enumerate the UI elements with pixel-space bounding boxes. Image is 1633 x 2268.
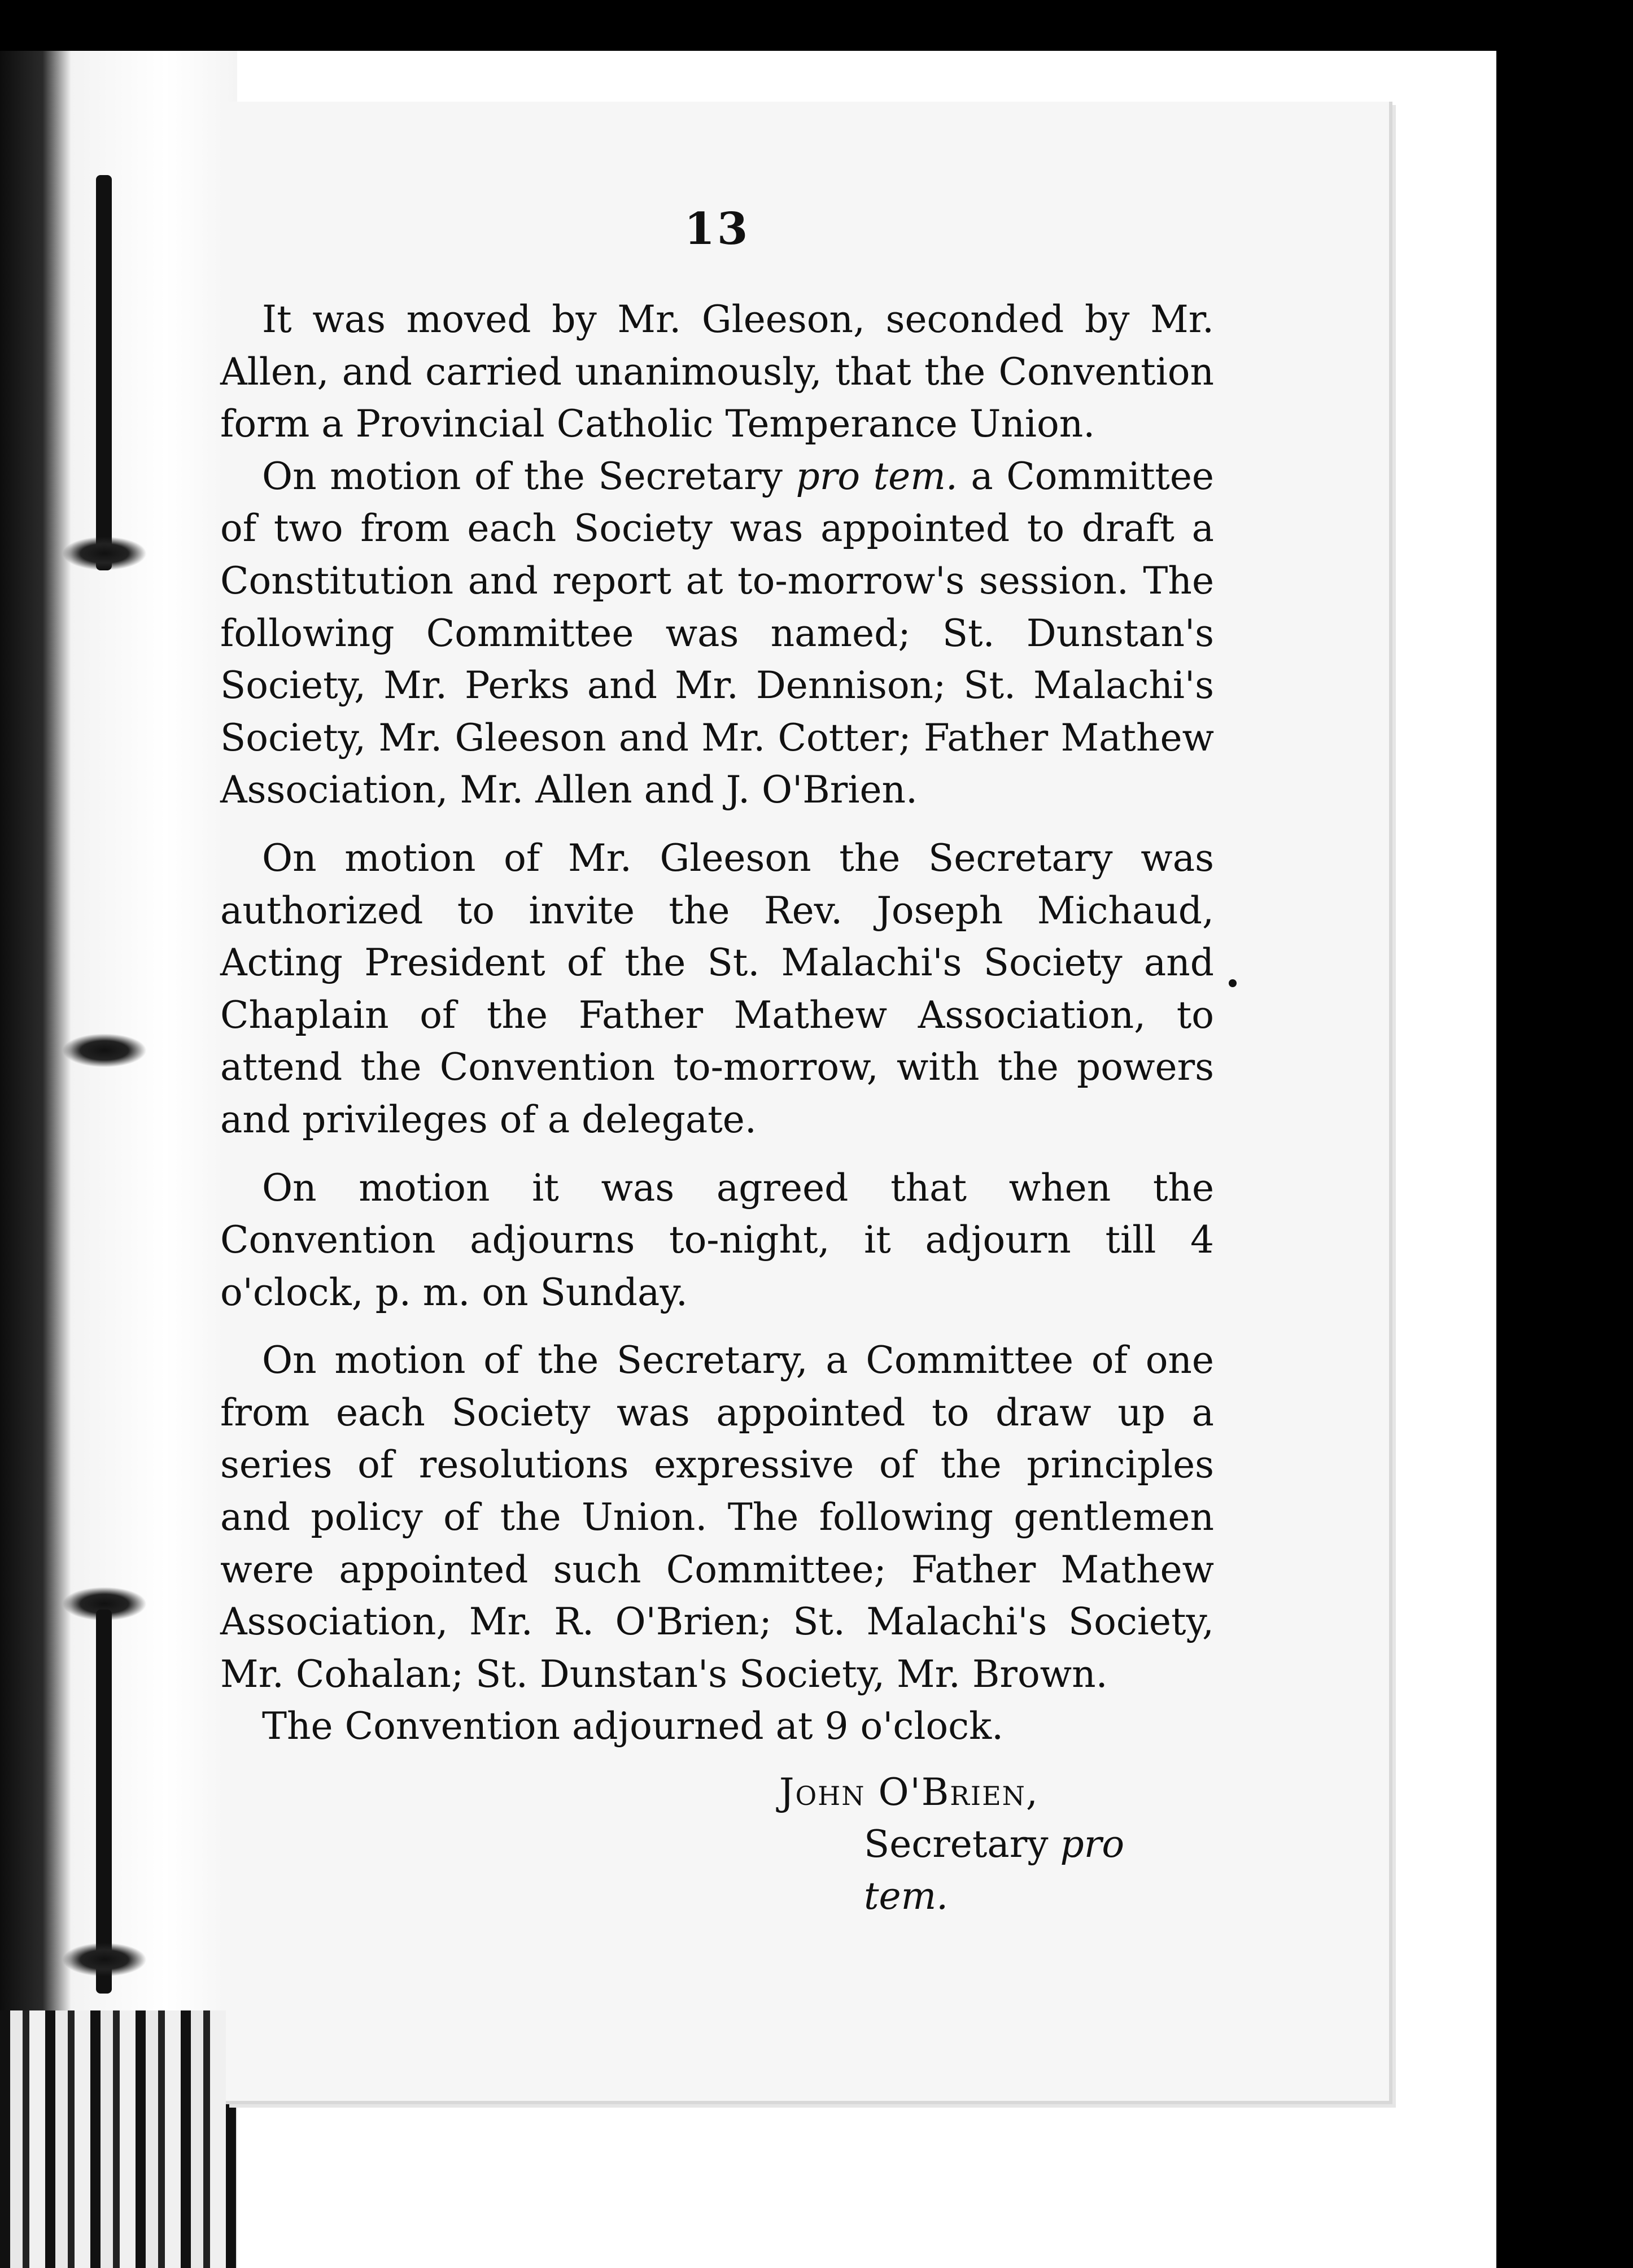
- paragraph: [220, 451, 1214, 817]
- ink-speck: [1229, 979, 1237, 987]
- binding-tuft: [62, 1033, 147, 1067]
- page-number: 13: [684, 203, 750, 255]
- signature-title: [779, 1818, 1208, 1922]
- paragraph: [220, 832, 1214, 1146]
- binding-tuft: [62, 1943, 147, 1977]
- paragraph-text: On motion of the Secretary, a Committee of one from each Society was appointed to draw up a series of resolutions expressive of the principles and policy of the Union. The following gentlemen were appointed such Committee; Father Mathew Association, Mr. R. O'Brien; St. Malachi's Society, Mr. Cohalan; St. Dunstan's Society, Mr. Brown.: [220, 1338, 1214, 1696]
- signature-name: John O'Brien,: [779, 1770, 1039, 1814]
- signature-title-text: Secretary: [864, 1822, 1060, 1866]
- paragraph-text: It was moved by Mr. Gleeson, seconded by Mr. Allen, and carried unanimously, that the Convention form a Provincial Catholic Temperance Union.: [220, 298, 1214, 446]
- binding-stitch: [96, 1610, 112, 1994]
- paragraph: [220, 1162, 1214, 1319]
- signature-block: [779, 1767, 1208, 1922]
- paragraph-italic: pro tem.: [796, 454, 958, 498]
- paragraph: [220, 1334, 1214, 1700]
- binding-stitch: [96, 175, 112, 570]
- paragraph: [220, 294, 1214, 451]
- paragraph-text: On motion of the Secretary: [262, 454, 796, 498]
- paragraph-text: The Convention adjourned at 9 o'clock.: [262, 1704, 1004, 1748]
- paragraph-text: On motion it was agreed that when the Convention adjourns to-night, it adjourn till 4 o'clock, p. m. on Sunday.: [220, 1166, 1214, 1314]
- paragraph: [220, 1700, 1214, 1753]
- binding-strip: [0, 51, 237, 2268]
- binding-edge: [0, 2010, 237, 2268]
- paragraph-text: On motion of Mr. Gleeson the Secretary was authorized to invite the Rev. Joseph Michaud, Acting President of the St. Malachi's Society and Chaplain of the Father Mathew Association, to attend the Convention to-morrow, with the powers and privileges of a delegate.: [220, 836, 1214, 1141]
- body-text: [220, 294, 1214, 1753]
- signature-title-italic: pro tem.: [864, 1822, 1125, 1918]
- binding-tuft: [62, 537, 147, 570]
- paragraph-text: a Committee of two from each Society was appointed to draft a Constitution and report at to-morrow's session. The following Committee was named; St. Dunstan's Society, Mr. Perks and Mr. Dennison; St. Malachi's Society, Mr. Gleeson and Mr. Cotter; Father Mathew Association, Mr. Allen and J. O'Brien.: [220, 454, 1214, 812]
